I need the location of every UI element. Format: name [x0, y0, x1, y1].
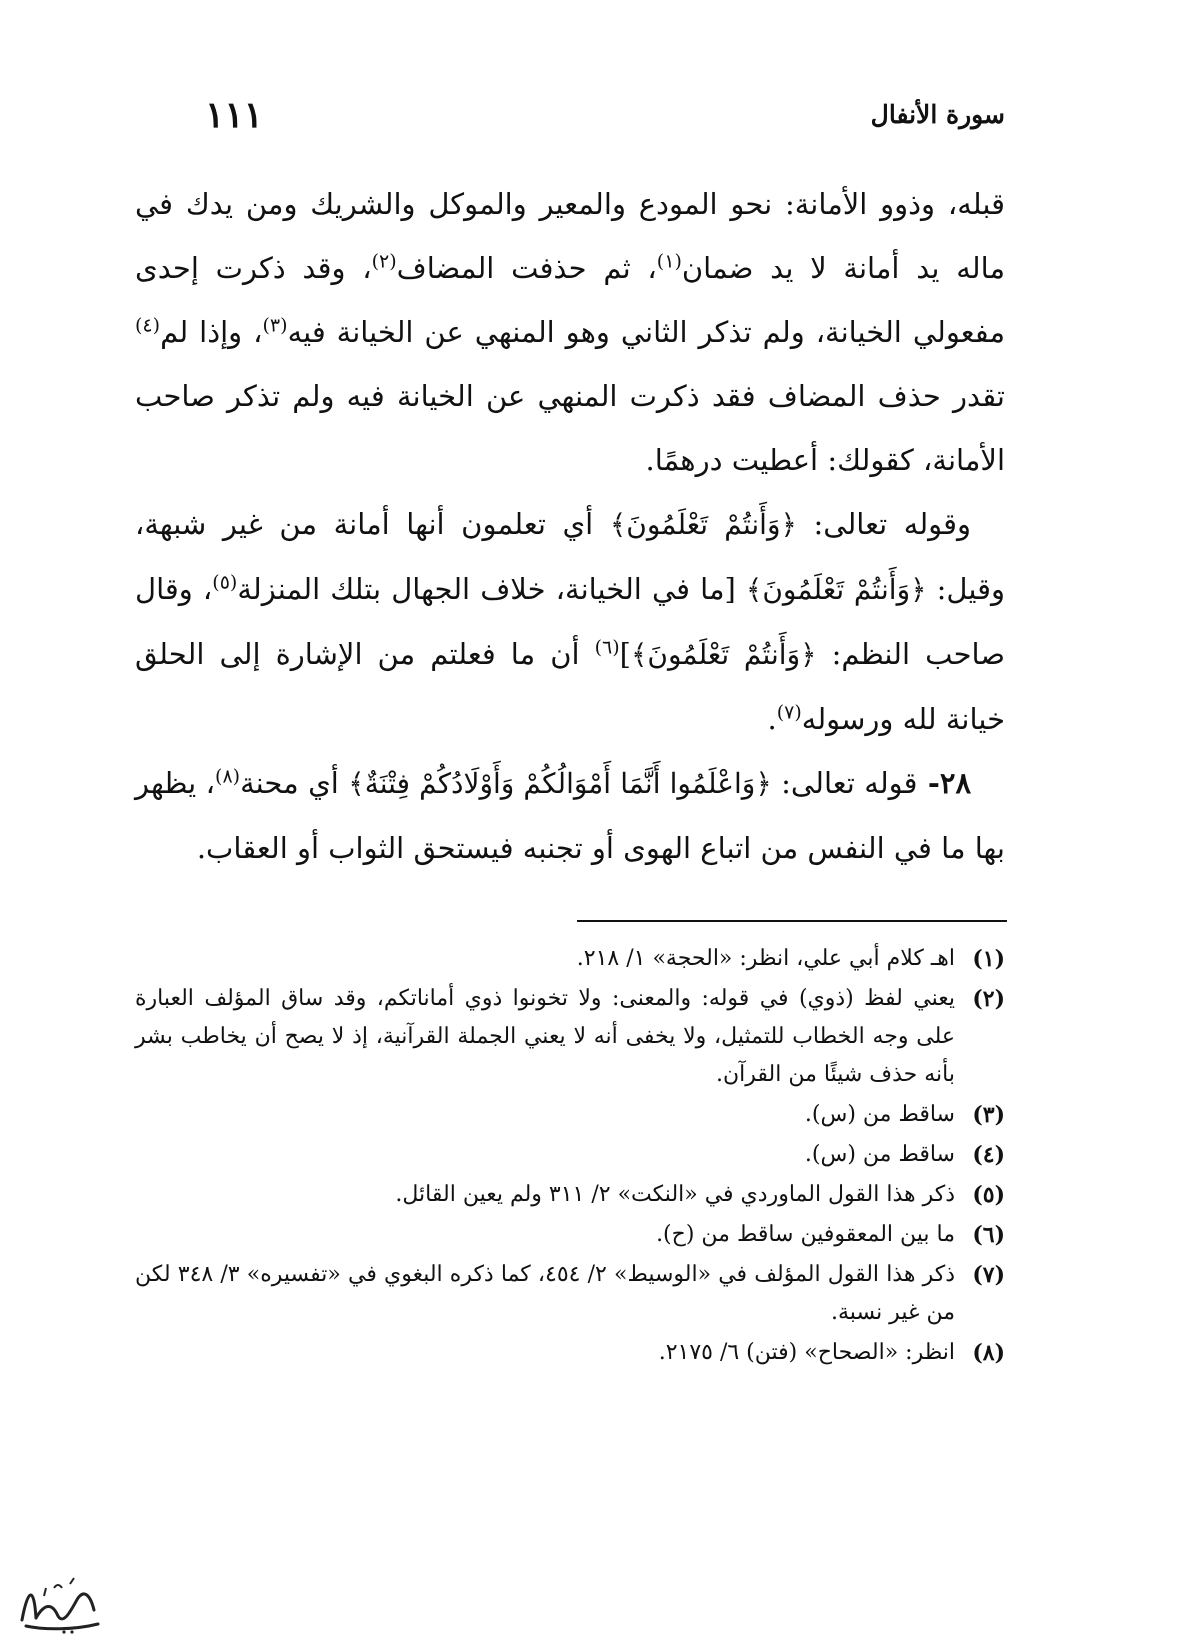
- text-run: ، وقد ذكرت إحدى مفعولي الخيانة، ولم تذكر الثاني وهو المنهي عن الخيانة فيه: [135, 251, 1005, 349]
- quran-quote: ﴿وَأَنتُمْ تَعْلَمُونَ﴾: [745, 573, 927, 606]
- footnote-number: (٣): [972, 1102, 1005, 1128]
- text-run: أي تعلمون أنها أمانة من غير شبهة، وقيل:: [135, 507, 1005, 606]
- text-run: أي محنة: [240, 766, 349, 800]
- text-run: تقدر حذف المضاف فقد ذكرت المنهي عن الخيانة فيه ولم تذكر صاحب الأمانة، كقولك: أعطيت درهمًا.: [135, 379, 1005, 477]
- footnote-4: [135, 1136, 1005, 1174]
- text-run: ، يظهر بها ما في النفس من اتباع الهوى أو تجنبه فيستحق الثواب أو العقاب.: [135, 766, 1005, 865]
- footnote-ref-1: (١): [656, 250, 682, 273]
- text-run: وقوله تعالى:: [796, 507, 971, 541]
- quran-quote: ﴿وَاعْلَمُوا أَنَّمَا أَمْوَالُكُمْ وَأَوْلَادُكُمْ فِتْنَةٌ﴾: [348, 767, 772, 800]
- quran-quote: ﴿وَأَنتُمْ تَعْلَمُونَ﴾: [631, 638, 817, 671]
- footnote-8: [135, 1334, 1005, 1372]
- footnote-ref-3: (٣): [262, 314, 288, 337]
- verse-number: ٢٨-: [917, 766, 972, 800]
- page-header: [205, 94, 1005, 150]
- footnote-6: [135, 1216, 1005, 1254]
- footnote-2: [135, 980, 1005, 1094]
- footnote-7: [135, 1256, 1005, 1332]
- footnote-text: ساقط من (س).: [804, 1142, 955, 1167]
- text-run: ، وقال صاحب النظم:: [135, 572, 1005, 671]
- text-run: [ما في الخيانة، خلاف الجهال بتلك المنزلة: [237, 572, 746, 606]
- calligraphy-logo-icon: [14, 1568, 104, 1638]
- text-run: قبله، وذوو الأمانة: نحو المودع والمعير والموكل والشريك ومن يدك في ماله يد أمانة لا يد ضمان: [135, 187, 1005, 285]
- page-number: ١١١: [205, 94, 264, 136]
- footnote-3: [135, 1096, 1005, 1134]
- surah-title: سورة الأنفال: [870, 100, 1005, 129]
- footnote-text: اهـ كلام أبي علي، انظر: «الحجة» ١/ ٢١٨.: [576, 946, 955, 971]
- footnote-number: (٤): [972, 1142, 1005, 1168]
- text-run: ، ثم حذفت المضاف: [396, 251, 657, 285]
- footnote-text: ذكر هذا القول المؤلف في «الوسيط» ٢/ ٤٥٤، كما ذكره البغوي في «تفسيره» ٣/ ٣٤٨ لكن من غير نسبة.: [135, 1262, 956, 1325]
- footnotes: [135, 940, 1005, 1374]
- footnote-1: [135, 940, 1005, 978]
- paragraph-3: [135, 751, 1005, 880]
- footnote-number: (٦): [972, 1222, 1005, 1248]
- footnote-number: (٢): [972, 986, 1005, 1012]
- text-run: ، وإذا لم: [160, 315, 263, 349]
- text-run: قوله تعالى:: [771, 766, 918, 800]
- footnote-ref-5: (٥): [212, 571, 238, 594]
- footnote-ref-8: (٨): [215, 765, 241, 788]
- footnote-number: (٨): [972, 1340, 1005, 1366]
- footnote-text: ساقط من (س).: [804, 1102, 955, 1127]
- text-run: أن ما فعلتم من الإشارة إلى الحلق خيانة لله ورسوله: [135, 637, 1005, 736]
- publisher-logo: [14, 1568, 104, 1638]
- paragraph-2: [135, 492, 1005, 751]
- paragraph-1: [135, 172, 1005, 492]
- footnote-number: (١): [972, 946, 1005, 972]
- footnote-number: (٧): [972, 1262, 1005, 1288]
- footnote-number: (٥): [972, 1182, 1005, 1208]
- footnote-text: ذكر هذا القول الماوردي في «النكت» ٢/ ٣١١ ولم يعين القائل.: [395, 1182, 955, 1207]
- main-text: [135, 172, 1005, 880]
- footnote-ref-2: (٢): [371, 250, 397, 273]
- quran-quote: ﴿وَأَنتُمْ تَعْلَمُونَ﴾: [609, 508, 797, 541]
- footnote-ref-6: (٦): [594, 636, 620, 659]
- footnote-separator: [577, 920, 1007, 922]
- footnote-ref-4: (٤): [135, 314, 161, 337]
- footnote-text: انظر: «الصحاح» (فتن) ٦/ ٢١٧٥.: [658, 1340, 955, 1365]
- footnote-ref-7: (٧): [776, 701, 802, 724]
- footnote-text: يعني لفظ (ذوي) في قوله: والمعنى: ولا تخونوا ذوي أماناتكم، وقد ساق المؤلف العبارة على وجه الخطاب للتمثيل، ولا يخفى أنه لا يعني الجملة القرآنية، إذ لا يصح أن يخاطب بشر بأنه حذف شيئًا من القرآن.: [135, 986, 955, 1087]
- footnote-5: [135, 1176, 1005, 1214]
- text-run: ]: [619, 637, 631, 671]
- text-run: .: [767, 702, 777, 736]
- footnote-text: ما بين المعقوفين ساقط من (ح).: [656, 1222, 955, 1247]
